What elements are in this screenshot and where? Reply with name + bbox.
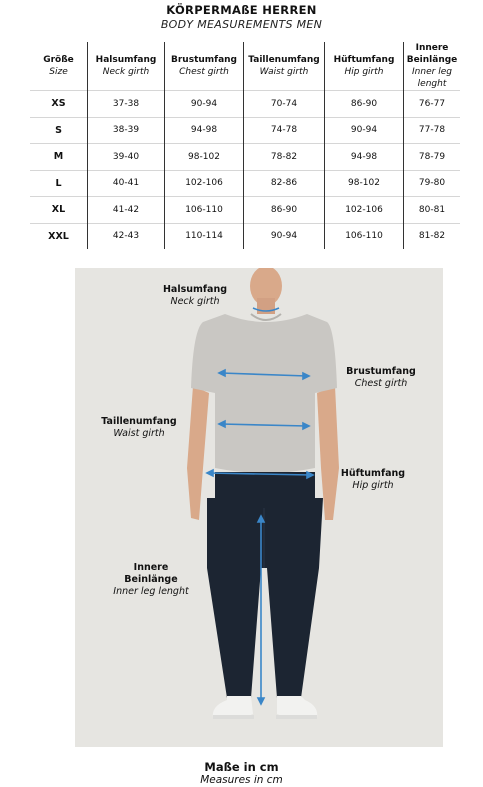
size-cell: XXL <box>30 223 88 249</box>
title-de: KÖRPERMAßE HERREN <box>166 3 317 17</box>
measure-cell: 102-106 <box>165 170 244 197</box>
waistband <box>215 472 315 498</box>
man-illustration <box>75 268 443 747</box>
measure-cell: 98-102 <box>325 170 404 197</box>
label-chest <box>341 366 421 390</box>
collar <box>251 314 281 320</box>
table-row <box>30 197 460 224</box>
col-chest <box>165 42 244 91</box>
label-leg-de-2: Beinlänge <box>124 574 178 585</box>
label-neck-de: Halsumfang <box>162 284 228 295</box>
measure-cell: 90-94 <box>325 117 404 144</box>
col-hip <box>325 42 404 91</box>
measure-cell: 42-43 <box>88 223 165 249</box>
body-figure <box>75 268 443 747</box>
measure-cell: 106-110 <box>325 223 404 249</box>
col-label-de: Innere Beinlänge <box>406 43 458 65</box>
measure-cell: 86-90 <box>244 197 325 224</box>
label-hip-en: Hip girth <box>352 480 394 491</box>
measure-cell: 78-82 <box>244 144 325 171</box>
left-sole <box>276 715 317 719</box>
right-sole <box>213 715 254 719</box>
label-chest-de: Brustumfang <box>346 366 416 377</box>
measure-cell: 90-94 <box>244 223 325 249</box>
col-label-de: Brustumfang <box>171 55 237 65</box>
col-label-en: Chest girth <box>179 67 229 77</box>
t-shirt <box>191 314 337 473</box>
col-label-en: Waist girth <box>259 67 309 77</box>
size-cell: M <box>30 144 88 171</box>
measure-cell: 106-110 <box>165 197 244 224</box>
label-hip <box>333 468 413 492</box>
label-neck-en: Neck girth <box>170 296 220 307</box>
table-row <box>30 170 460 197</box>
col-label-de: Größe <box>43 55 74 65</box>
col-label-en: Hip girth <box>344 67 384 77</box>
measure-cell: 38-39 <box>88 117 165 144</box>
measure-cell: 94-98 <box>325 144 404 171</box>
size-table <box>30 42 460 249</box>
measure-cell: 78-79 <box>404 144 461 171</box>
size-cell: S <box>30 117 88 144</box>
col-neck <box>88 42 165 91</box>
label-chest-en: Chest girth <box>354 378 408 389</box>
measure-cell: 76-77 <box>404 91 461 118</box>
label-hip-de: Hüftumfang <box>340 468 406 479</box>
measure-cell: 90-94 <box>165 91 244 118</box>
label-inner-leg <box>105 562 197 598</box>
label-waist <box>97 416 181 440</box>
measure-cell: 37-38 <box>88 91 165 118</box>
measure-cell: 74-78 <box>244 117 325 144</box>
units-note-en: Measures in cm <box>200 774 283 786</box>
leg-arrow-bottom <box>258 698 264 704</box>
size-cell: XS <box>30 91 88 118</box>
table-row <box>30 117 460 144</box>
pants <box>207 498 323 698</box>
col-inner-leg <box>404 42 461 91</box>
table-header-row <box>30 42 460 91</box>
label-waist-en: Waist girth <box>113 428 165 439</box>
size-cell: XL <box>30 197 88 224</box>
size-cell: L <box>30 170 88 197</box>
col-label-en: Size <box>49 67 68 77</box>
col-label-en: Neck girth <box>102 67 150 77</box>
table-row <box>30 144 460 171</box>
measure-cell: 94-98 <box>165 117 244 144</box>
label-leg-en: Inner leg lenght <box>113 586 189 597</box>
measure-cell: 110-114 <box>165 223 244 249</box>
title-en: BODY MEASUREMENTS MEN <box>160 18 323 31</box>
right-arm <box>187 386 209 520</box>
measure-cell: 70-74 <box>244 91 325 118</box>
measure-cell: 39-40 <box>88 144 165 171</box>
measure-cell: 77-78 <box>404 117 461 144</box>
units-note-de: Maße in cm <box>204 760 279 774</box>
col-size <box>30 42 88 91</box>
label-leg-de-1: Innere <box>133 562 169 573</box>
table-row <box>30 223 460 249</box>
table-row <box>30 91 460 118</box>
measure-cell: 82-86 <box>244 170 325 197</box>
col-label-de: Hüftumfang <box>333 55 395 65</box>
measure-cell: 98-102 <box>165 144 244 171</box>
measure-cell: 102-106 <box>325 197 404 224</box>
label-neck <box>155 284 235 308</box>
measure-cell: 79-80 <box>404 170 461 197</box>
measure-cell: 81-82 <box>404 223 461 249</box>
hip-arrow-left <box>207 470 213 476</box>
col-label-de: Halsumfang <box>95 55 157 65</box>
measure-cell: 80-81 <box>404 197 461 224</box>
label-waist-de: Taillenumfang <box>101 416 177 427</box>
col-label-en: Inner leg lenght <box>412 67 452 89</box>
measure-cell: 41-42 <box>88 197 165 224</box>
col-waist <box>244 42 325 91</box>
col-label-de: Taillenumfang <box>248 55 320 65</box>
measure-cell: 86-90 <box>325 91 404 118</box>
measure-cell: 40-41 <box>88 170 165 197</box>
